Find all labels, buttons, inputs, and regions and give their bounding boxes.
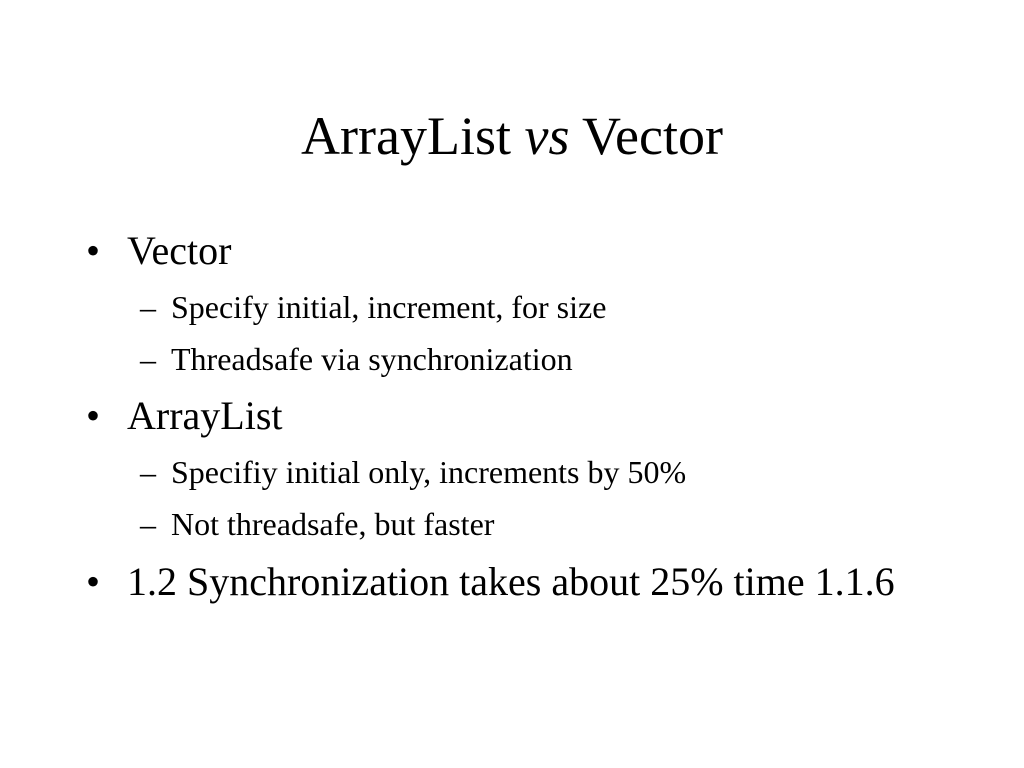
bullet-text: ArrayList — [127, 393, 283, 438]
dash-icon: – — [140, 289, 156, 325]
sub-item-vector-size — [140, 288, 940, 326]
bullet-item-vector — [86, 228, 936, 274]
sub-item-text: Not threadsafe, but faster — [171, 506, 495, 542]
bullet-item-synchronization — [86, 559, 916, 605]
sub-item-arraylist-threadsafe — [140, 505, 940, 543]
bullet-text: 1.2 Synchronization takes about 25% time 1.1.6 — [127, 559, 895, 604]
slide-title — [0, 100, 1024, 172]
bullet-icon: • — [86, 228, 101, 273]
sub-item-vector-threadsafe — [140, 340, 940, 378]
dash-icon: – — [140, 506, 156, 542]
bullet-icon: • — [86, 559, 101, 604]
bullet-item-arraylist — [86, 393, 936, 439]
dash-icon: – — [140, 454, 156, 490]
title-part-arraylist: ArrayList — [301, 106, 525, 166]
sub-item-arraylist-size — [140, 453, 940, 491]
bullet-text: Vector — [127, 228, 232, 273]
title-part-vs: vs — [524, 106, 570, 166]
sub-item-text: Specify initial, increment, for size — [171, 289, 607, 325]
title-part-vector: Vector — [569, 106, 723, 166]
sub-item-text: Specifiy initial only, increments by 50% — [171, 454, 687, 490]
bullet-icon: • — [86, 393, 101, 438]
sub-item-text: Threadsafe via synchronization — [171, 341, 573, 377]
dash-icon: – — [140, 341, 156, 377]
